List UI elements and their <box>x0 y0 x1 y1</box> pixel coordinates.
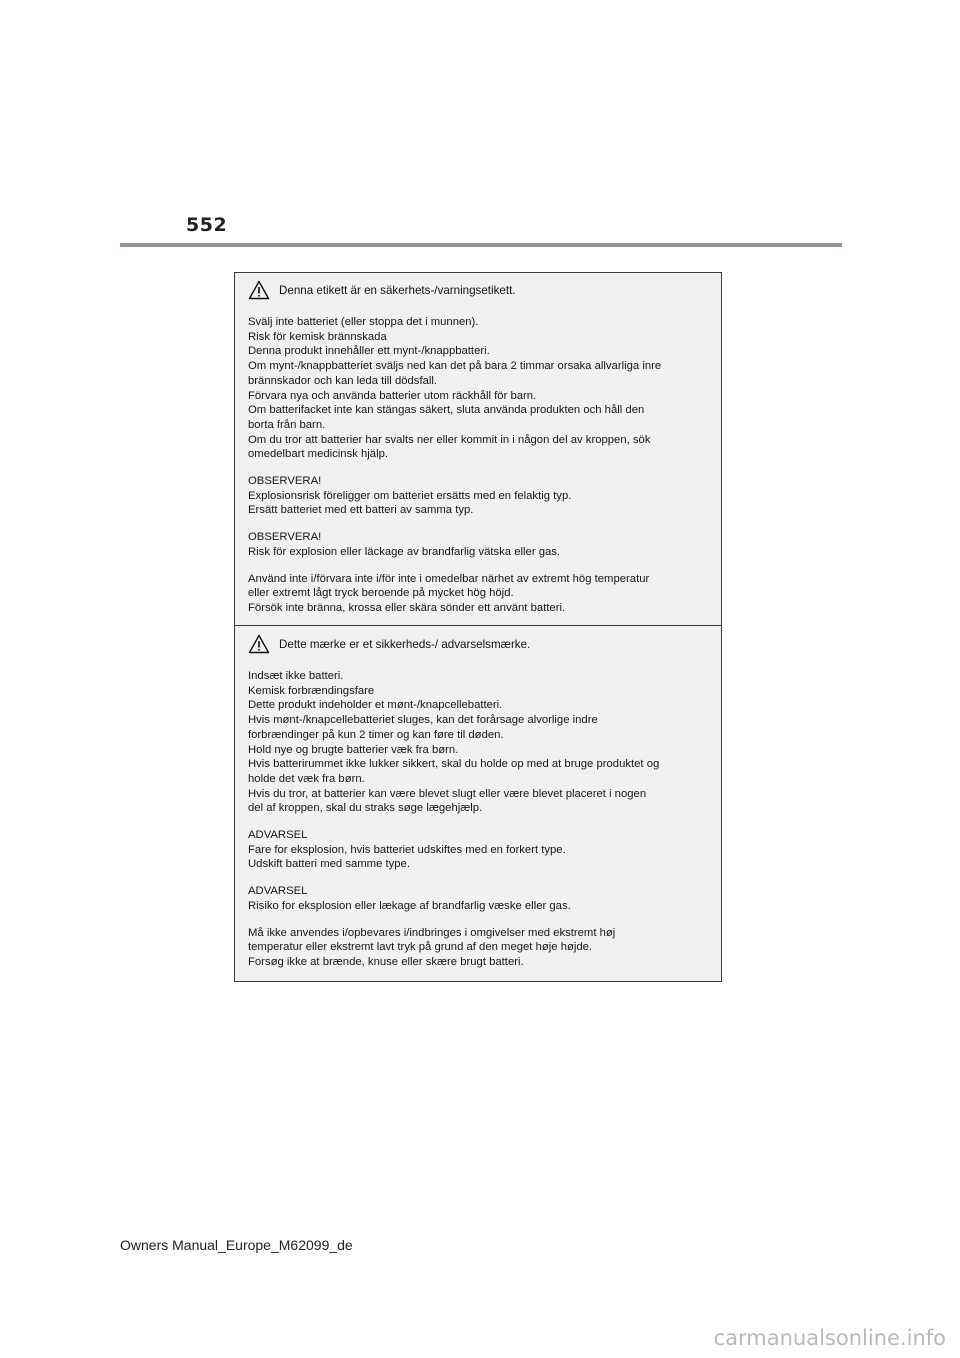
text-line: Risk för explosion eller läckage av brandfarlig vätska eller gas. <box>248 545 561 558</box>
text-line: Svälj inte batteriet (eller stoppa det i munnen). <box>248 316 479 328</box>
text-line: brännskador och kan leda till dödsfall. <box>248 374 438 387</box>
text-line: OBSERVERA! <box>248 475 322 488</box>
text-line: forbrændinger på kun 2 timer og kan føre til døden. <box>248 728 504 741</box>
text-line: Ersätt batteriet med ett batteri av samma typ. <box>248 504 474 517</box>
text-line: Udskift batteri med samme type. <box>248 858 410 871</box>
text-line: OBSERVERA! <box>248 531 322 544</box>
swedish-paragraph-2 <box>248 474 709 518</box>
danish-paragraph-1 <box>248 669 709 816</box>
swedish-section <box>235 273 721 626</box>
text-line: del af kroppen, skal du straks søge lægehjælp. <box>248 802 483 815</box>
text-line: ADVARSEL <box>248 885 308 898</box>
text-line: Indsæt ikke batteri. <box>248 670 344 682</box>
page-number: 552 <box>186 214 228 236</box>
text-line: Om mynt-/knappbatteriet sväljs ned kan det på bara 2 timmar orsaka allvarliga inre <box>248 360 662 373</box>
swedish-heading: Denna etikett är en säkerhets-/varningsetikett. <box>279 283 516 297</box>
header-rule <box>120 243 842 247</box>
swedish-heading-row <box>248 276 709 304</box>
text-line: eller extremt lågt tryck beroende på mycket hög höjd. <box>248 587 514 600</box>
text-line: Försök inte bränna, krossa eller skära sönder ett använt batteri. <box>248 601 566 614</box>
text-line: Risk för kemisk brännskada <box>248 330 387 343</box>
danish-paragraph-3 <box>248 884 709 913</box>
text-line: Risiko for eksplosion eller lækage af brandfarlig væske eller gas. <box>248 899 571 912</box>
danish-heading: Dette mærke er et sikkerheds-/ advarselsmærke. <box>279 637 531 651</box>
text-line: Använd inte i/förvara inte i/för inte i omedelbar närhet av extremt hög temperatur <box>248 572 650 585</box>
text-line: Hvis batterirummet ikke lukker sikkert, skal du holde op med at bruge produktet og <box>248 758 660 771</box>
swedish-paragraph-3 <box>248 530 709 559</box>
text-line: omedelbart medicinsk hjälp. <box>248 448 389 461</box>
text-line: Må ikke anvendes i/opbevares i/indbringes i omgivelser med ekstremt høj <box>248 926 616 939</box>
text-line: Hold nye og brugte batterier væk fra børn. <box>248 743 459 756</box>
watermark-link[interactable]: carmanualsonline.info <box>713 1326 946 1350</box>
text-line: Denna produkt innehåller ett mynt-/knappbatteri. <box>248 345 490 358</box>
swedish-paragraph-1 <box>248 315 709 462</box>
battery-warning-label <box>234 272 722 982</box>
swedish-paragraph-4 <box>248 572 709 616</box>
text-line: Fare for eksplosion, hvis batteriet udskiftes med en forkert type. <box>248 843 566 856</box>
text-line: Kemisk forbrændingsfare <box>248 684 375 697</box>
text-line: Hvis du tror, at batterier kan være blevet slugt eller være blevet placeret i nogen <box>248 787 647 800</box>
document-footer: Owners Manual_Europe_M62099_de <box>120 1237 353 1253</box>
text-line: borta från barn. <box>248 418 326 431</box>
danish-heading-row <box>248 630 709 658</box>
text-line: Om batterifacket inte kan stängas säkert, sluta använda produkten och håll den <box>248 404 645 417</box>
text-line: ADVARSEL <box>248 829 308 842</box>
warning-triangle-icon <box>248 280 270 300</box>
text-line: Förvara nya och använda batterier utom räckhåll för barn. <box>248 389 537 402</box>
text-line: Explosionsrisk föreligger om batteriet ersätts med en felaktig typ. <box>248 489 572 502</box>
warning-triangle-icon <box>248 634 270 654</box>
text-line: Dette produkt indeholder et mønt-/knapcellebatteri. <box>248 699 503 712</box>
text-line: Om du tror att batterier har svalts ner eller kommit in i någon del av kroppen, sök <box>248 433 651 446</box>
danish-paragraph-4 <box>248 926 709 970</box>
text-line: Hvis mønt-/knapcellebatteriet sluges, kan det forårsage alvorlige indre <box>248 714 598 727</box>
text-line: Forsøg ikke at brænde, knuse eller skære brugt batteri. <box>248 955 524 968</box>
text-line: temperatur eller ekstremt lavt tryk på grund af den meget høje højde. <box>248 941 593 954</box>
text-line: holde det væk fra børn. <box>248 772 365 785</box>
danish-paragraph-2 <box>248 828 709 872</box>
danish-section <box>235 627 721 982</box>
